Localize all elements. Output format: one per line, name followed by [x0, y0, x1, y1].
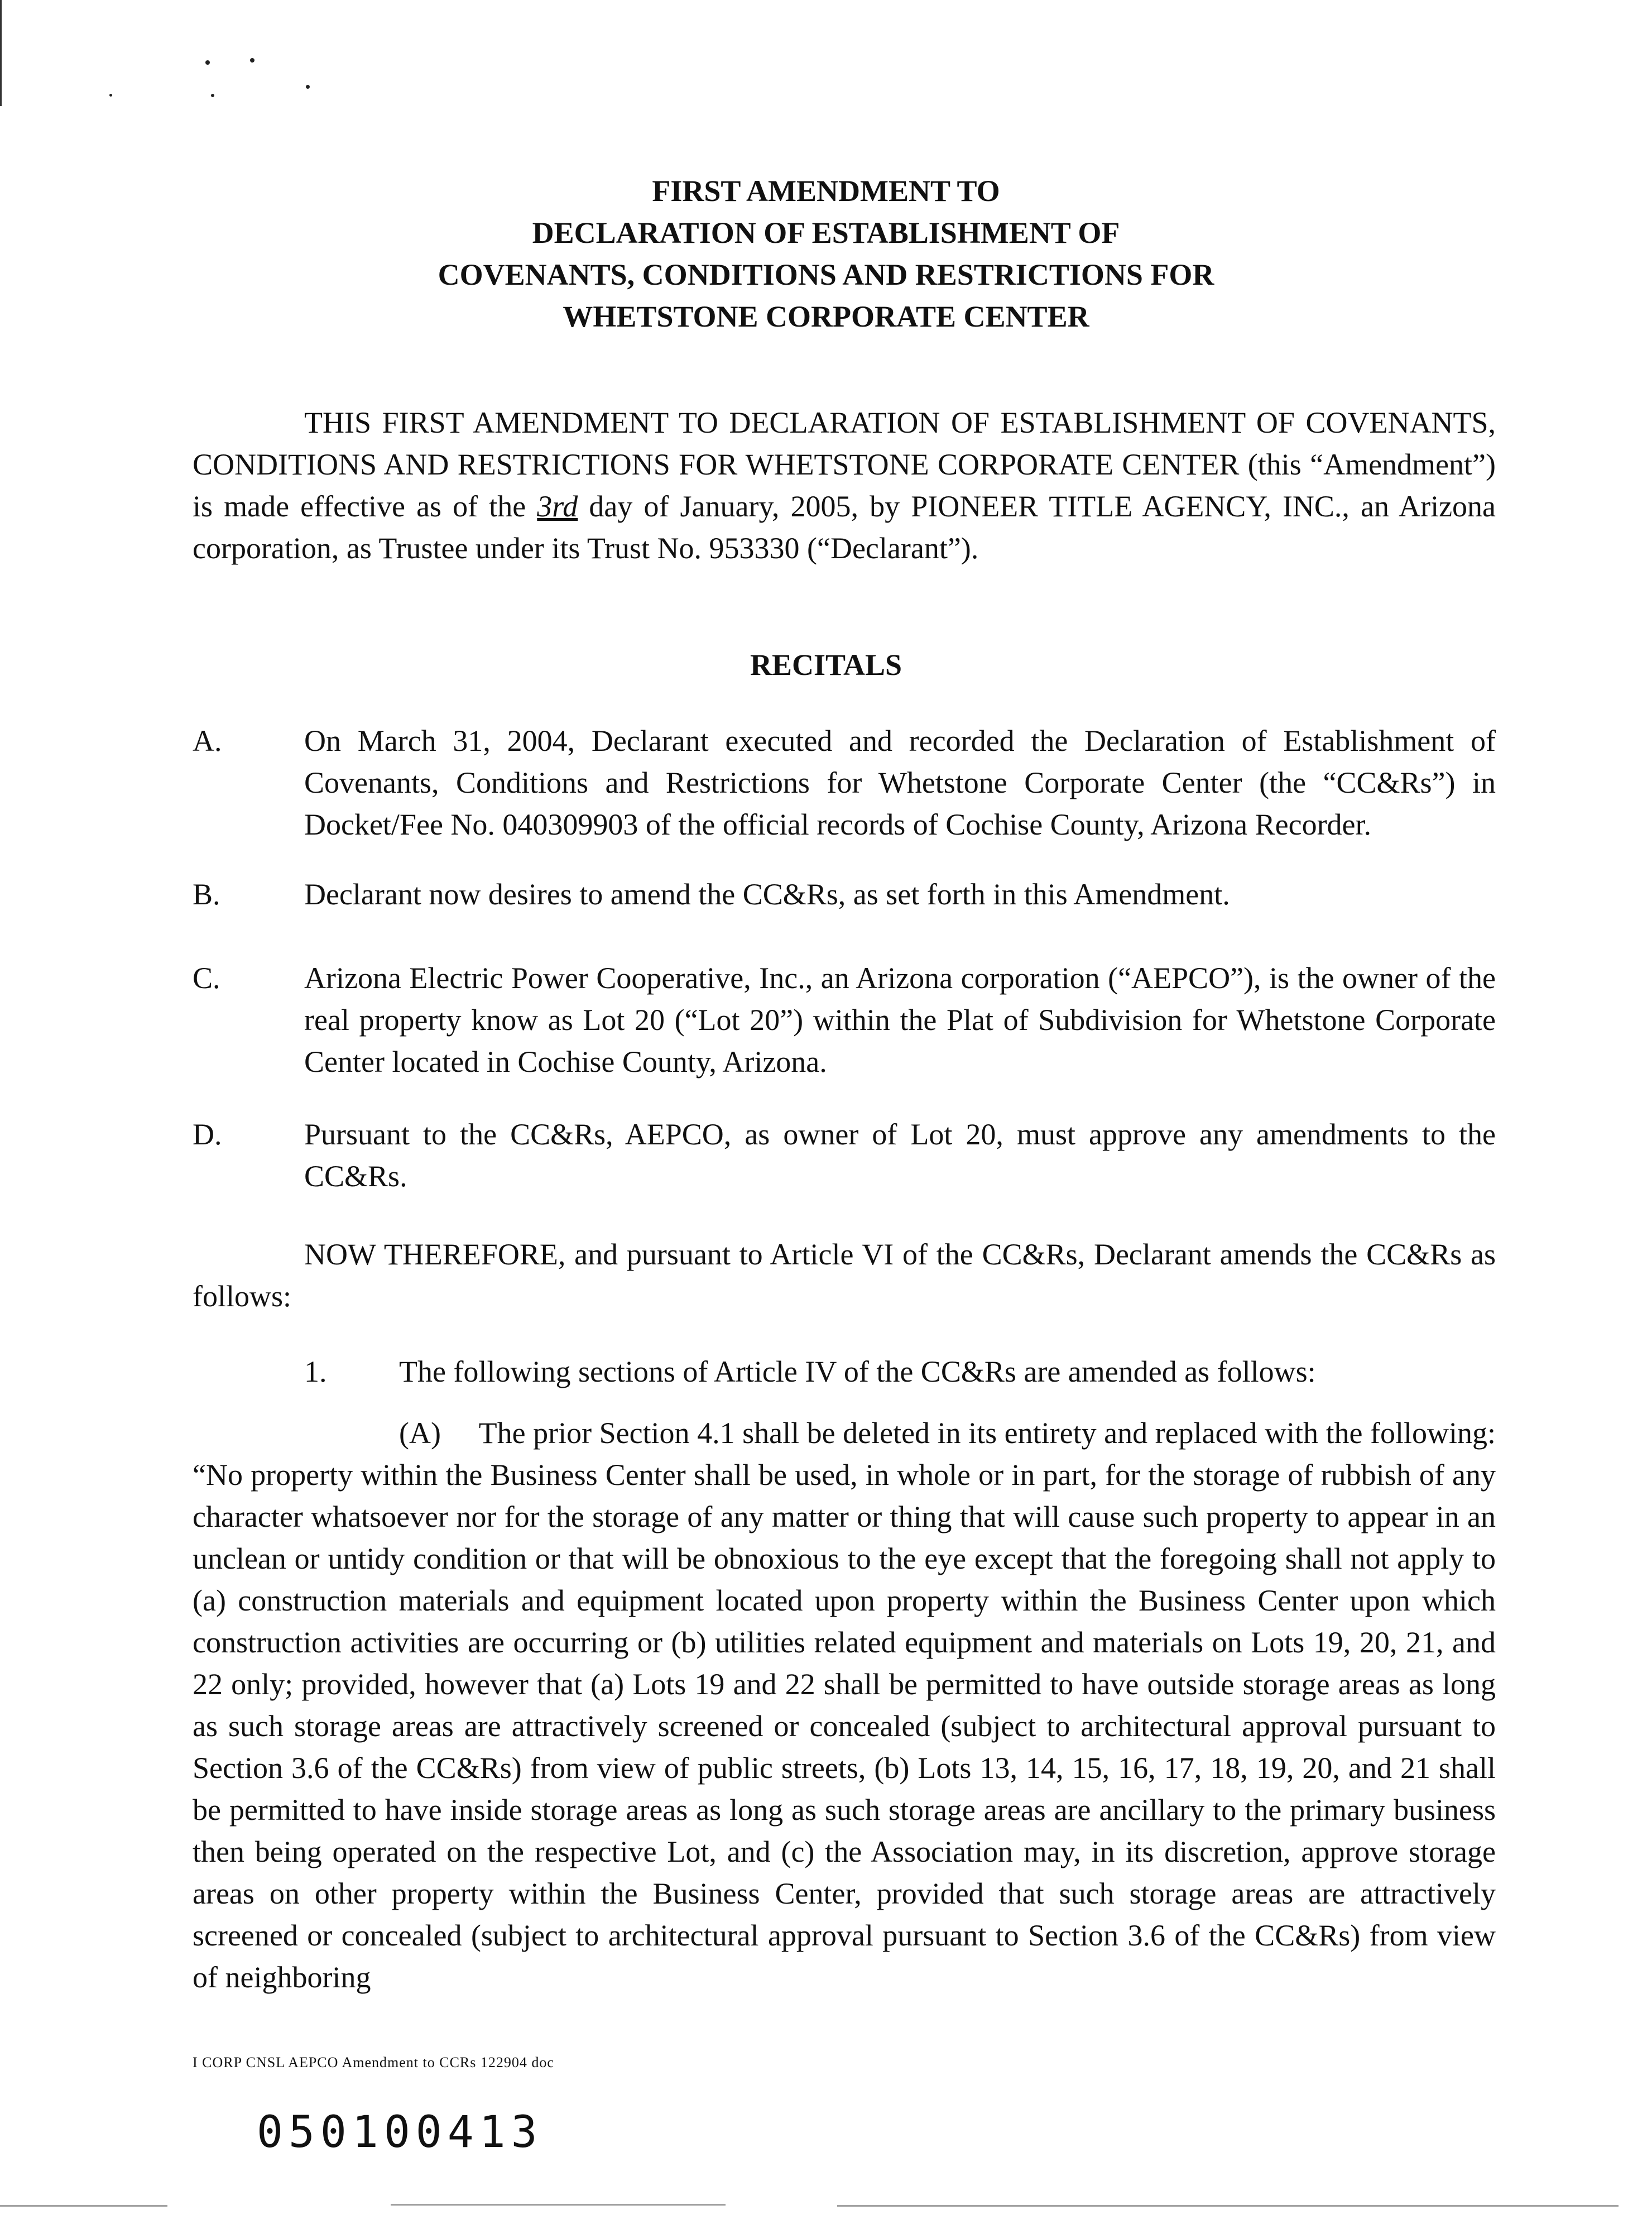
title-line: DECLARATION OF ESTABLISHMENT OF	[532, 216, 1120, 250]
recital-text: Pursuant to the CC&Rs, AEPCO, as owner of Lot 20, must approve any amendments to the CC&Rs.	[304, 1118, 1496, 1193]
scan-edge-mark	[0, 0, 2, 106]
scan-speck	[109, 94, 112, 97]
recital-text: Declarant now desires to amend the CC&Rs, as set forth in this Amendment.	[304, 878, 1230, 911]
recital-letter: D.	[193, 1118, 222, 1151]
scan-speck	[250, 58, 254, 63]
scan-speck	[205, 60, 210, 65]
recitals-heading: RECITALS	[750, 648, 902, 682]
item-number: 1.	[304, 1355, 327, 1388]
document-title	[0, 170, 1652, 338]
recording-document-number: 050100413	[257, 2107, 543, 2158]
scan-speck	[306, 85, 310, 89]
recital-letter: C.	[193, 961, 220, 995]
title-line: FIRST AMENDMENT TO	[652, 174, 1000, 208]
item-text: The following sections of Article IV of the CC&Rs are amended as follows:	[399, 1355, 1316, 1388]
intro-text: THIS FIRST AMENDMENT TO DECLARATION OF ESTABLISHMENT OF COVENANTS, CONDITIONS AND RESTRICTIONS FOR WHETSTONE CORPORATE CENTER (this “Amendment”) is made effective as of the	[193, 406, 1496, 523]
scan-speck	[211, 94, 214, 97]
scan-noise	[391, 2204, 726, 2206]
scan-noise	[0, 2205, 167, 2207]
recital-letter: A.	[193, 724, 222, 758]
recital-text: On March 31, 2004, Declarant executed and recorded the Declaration of Establishment of Covenants, Conditions and Restrictions for Whetstone Corporate Center (the “CC&Rs”) in Docket/Fee No. 040309903 of the official records of Cochise County, Arizona Recorder.	[304, 724, 1496, 841]
title-line: WHETSTONE CORPORATE CENTER	[563, 300, 1089, 333]
subitem-text: The prior Section 4.1 shall be deleted in its entirety and replaced with the following: “No property within the Business Center shall be used, in whole or in part, for the storage of rubbish of any character whatsoever nor for the storage of any matter or thing that will cause such property to appear in an unclean or untidy condition or that will be obnoxious to the eye except that the foregoing shall not apply to (a) construction materials and equipment located upon property within the Business Center upon which construction activities are occurring or (b) utilities related equipment and materials on Lots 19, 20, 21, and 22 only; provided, however that (a) Lots 19 and 22 shall be permitted to have outside storage areas as long as such storage areas are attractively screened or concealed (subject to architectural approval pursuant to Section 3.6 of the CC&Rs) from view of public streets, (b) Lots 13, 14, 15, 16, 17, 18, 19, 20, and 21 shall be permitted to have inside storage areas as long as such storage areas are ancillary to the primary business then being operated on the respective Lot, and (c) the Association may, in its discretion, approve storage areas on other property within the Business Center, provided that such storage areas are attractively screened or concealed (subject to architectural approval pursuant to Section 3.6 of the CC&Rs) from view of neighboring	[193, 1416, 1496, 1994]
title-line: COVENANTS, CONDITIONS AND RESTRICTIONS FOR	[438, 258, 1214, 291]
scan-noise	[837, 2205, 1619, 2207]
intro-text-continued: day of January, 2005, by PIONEER TITLE AGENCY, INC., an Arizona corporation, as Trustee under its Trust No. 953330 (“Declarant”).	[193, 490, 1496, 565]
intro-paragraph	[193, 402, 1496, 569]
recital-letter: B.	[193, 878, 220, 911]
subitem-label: (A)	[399, 1416, 441, 1450]
recital-text: Arizona Electric Power Cooperative, Inc., an Arizona corporation (“AEPCO”), is the owner of the real property know as Lot 20 (“Lot 20”) within the Plat of Subdivision for Whetstone Corporate Center located in Cochise County, Arizona.	[304, 961, 1496, 1079]
footer-file-reference: I CORP CNSL AEPCO Amendment to CCRs 122904 doc	[193, 2054, 554, 2070]
handwritten-day: 3rd	[537, 490, 578, 523]
now-therefore-paragraph: NOW THEREFORE, and pursuant to Article VI of the CC&Rs, Declarant amends the CC&Rs as follows:	[193, 1238, 1496, 1313]
subitem-a-paragraph	[193, 1412, 1496, 1998]
